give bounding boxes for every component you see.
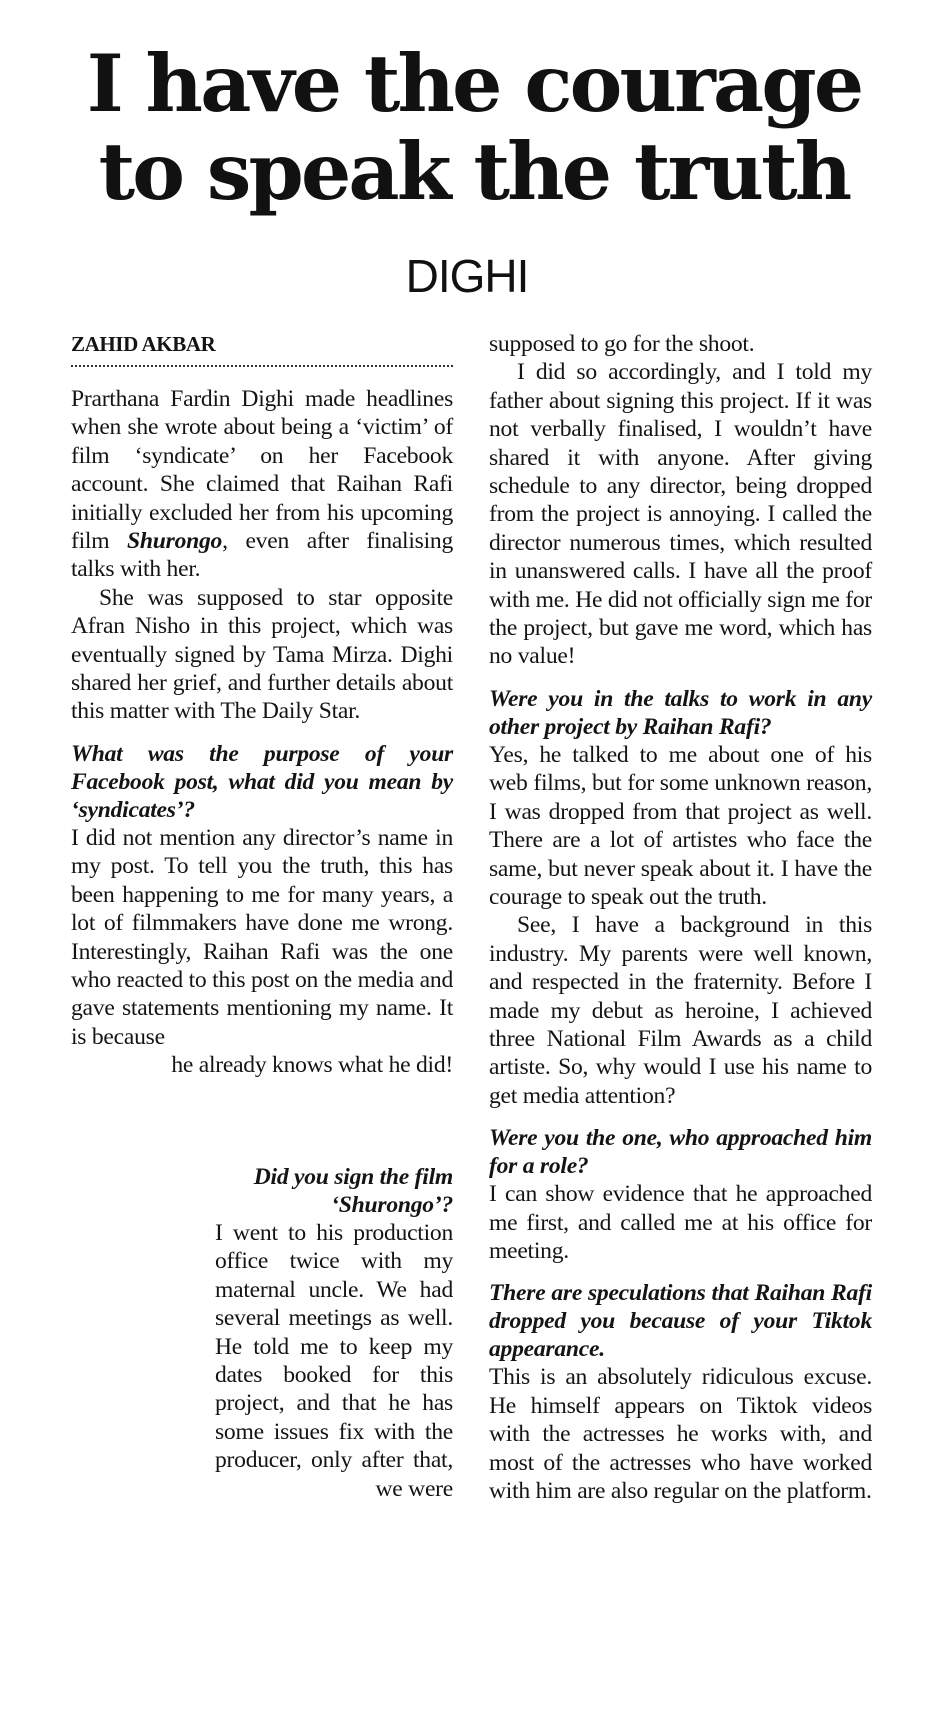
- byline: ZAHID AKBAR: [71, 332, 216, 356]
- intro-text: Prarthana Fardin Dighi made headlines when she wrote about being a ‘victim’ of film ‘syndicate’ on her Facebook account. She claimed that Raihan Rafi initially excluded her from his upcoming film: [71, 386, 453, 555]
- question-5: There are speculations that Raihan Rafi dropped you because of your Tiktok appearance.: [489, 1280, 872, 1363]
- answer-3-continued: See, I have a background in this industry. My parents were well known, and respected in the fraternity. Before I made my debut as heroine, I achieved three National Film Awards as a child artiste. So, why would I use his name to get media attention?: [489, 912, 872, 1109]
- intro-paragraph: [71, 385, 453, 584]
- question-2: Did you sign the film ‘Shurongo’?: [253, 1164, 453, 1218]
- right-column: [489, 330, 872, 1505]
- intro-paragraph-2: She was supposed to star opposite Afran Nisho in this project, which was eventually signed by Tama Mirza. Dighi shared her grief, and further details about this matter with The Daily Star.: [71, 584, 453, 725]
- answer-1-end: he already knows what he did!: [171, 1052, 453, 1079]
- left-column-top: [71, 385, 453, 1080]
- byline-divider: [71, 365, 453, 367]
- question-4: Were you the one, who approached him for a role?: [489, 1125, 872, 1180]
- question-1: What was the purpose of your Facebook post, what did you mean by ‘syndicates’?: [71, 740, 453, 823]
- film-title: Shurongo: [127, 528, 223, 555]
- answer-2-continued: I did so accordingly, and I told my father about signing this project. If it was not verbally finalised, I wouldn’t have shared it with anyone. After giving schedule to any director, being dropped from the project is annoying. I called the director numerous times, which resulted in unanswered calls. I have all the proof with me. He did not officially sign me for the project, but gave me word, which has no value!: [489, 359, 872, 670]
- answer-2: I went to his production office twice with my maternal uncle. We had several meetings as well. He told me to keep my dates booked for this project, and that he has some issues fix with the producer, only after that, we were: [215, 1220, 453, 1502]
- intro-text-end: , even after finalising talks with her.: [71, 528, 454, 583]
- answer-3: Yes, he talked to me about one of his web films, but for some unknown reason, I was dropped from that project as well. There are a lot of artistes who face the same, but never speak about it. I have the courage to speak out the truth.: [489, 741, 872, 910]
- subhead: DIGHI: [405, 250, 529, 302]
- headline: I have the courage to speak the truth: [86, 37, 862, 218]
- answer-2-tail: supposed to go for the shoot.: [489, 331, 755, 357]
- answer-1: I did not mention any director’s name in my post. To tell you the truth, this has been happening to me for many years, a lot of filmmakers have done me wrong. Interestingly, Raihan Rafi was the one who reacted to this post on the media and gave statements mentioning my name. It is because: [71, 824, 453, 1050]
- answer-5: This is an absolutely ridiculous excuse. He himself appears on Tiktok videos with the actresses he works with, and most of the actresses who have worked with him are also regular on the platform.: [489, 1364, 872, 1504]
- question-3: Were you in the talks to work in any other project by Raihan Rafi?: [489, 685, 872, 740]
- answer-4: I can show evidence that he approached me first, and called me at his office for meeting.: [489, 1181, 872, 1264]
- left-column-bottom: [215, 1163, 453, 1503]
